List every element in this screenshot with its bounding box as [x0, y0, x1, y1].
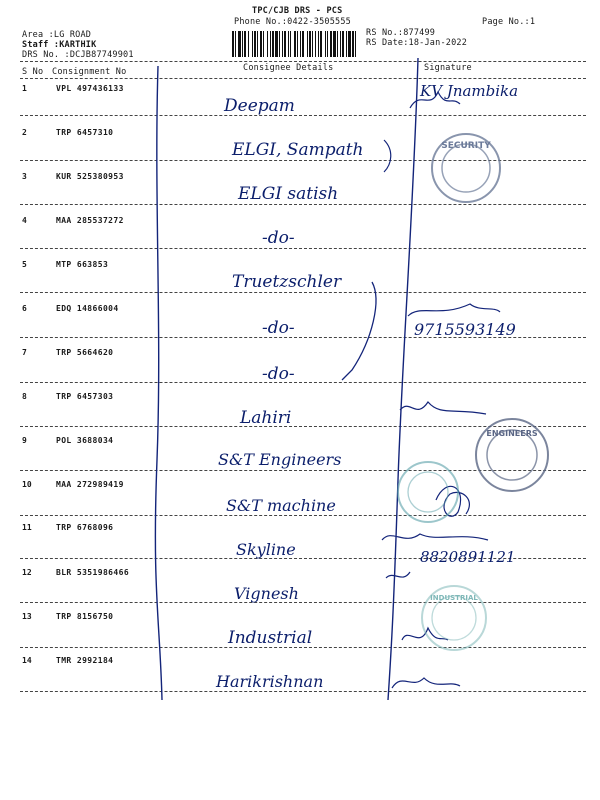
rs-number: RS No.:877499 — [366, 28, 436, 38]
col-consignee: Consignee Details — [243, 63, 334, 73]
industrial-stamp — [422, 586, 486, 650]
row-sno: 5 — [22, 260, 27, 269]
row-consignee: -do- — [262, 364, 295, 384]
row-consignment: TRP 6457310 — [56, 128, 114, 137]
signature-scribble — [392, 678, 460, 688]
column-line-right — [388, 58, 418, 700]
row-sno: 12 — [22, 568, 32, 577]
row-consignee: Truetzschler — [232, 272, 342, 292]
svg-text:ENGINEERS: ENGINEERS — [486, 429, 538, 438]
row-sno: 1 — [22, 84, 27, 93]
row-consignment: EDQ 14866004 — [56, 304, 119, 313]
row-consignment: TRP 6457303 — [56, 392, 114, 401]
column-line-left — [155, 66, 162, 700]
row-consignee: -do- — [262, 228, 295, 248]
row-consignee: Harikrishnan — [216, 672, 324, 691]
row-consignment: MAA 272989419 — [56, 480, 124, 489]
row-sno: 3 — [22, 172, 27, 181]
row-sno: 7 — [22, 348, 27, 357]
row-consignee: Deepam — [224, 96, 295, 116]
signature-scribble — [408, 304, 500, 316]
row-consignee: Skyline — [236, 540, 296, 559]
page-number: Page No.:1 — [482, 17, 536, 27]
signature-scribble — [382, 534, 488, 540]
engineers-stamp — [476, 419, 548, 491]
row-consignee: ELGI, Sampath — [232, 140, 364, 160]
phone-number: Phone No.:0422-3505555 — [234, 17, 351, 27]
row-sno: 10 — [22, 480, 32, 489]
bracket-mark — [342, 282, 376, 380]
staff-label: Staff :KARTHIK — [22, 40, 97, 50]
row-sno: 9 — [22, 436, 27, 445]
col-sno: S No — [22, 67, 44, 77]
row-signature: KV Jnambika — [420, 82, 519, 100]
row-sno: 13 — [22, 612, 32, 621]
drs-title: TPC/CJB DRS - PCS — [252, 6, 343, 16]
col-signature: Signature — [424, 63, 472, 73]
row-consignment: TRP 6768096 — [56, 523, 114, 532]
row-sno: 11 — [22, 523, 32, 532]
signature-scribble — [410, 92, 460, 108]
svg-text:INDUSTRIAL: INDUSTRIAL — [430, 594, 478, 602]
row-signature: 9715593149 — [414, 320, 516, 339]
row-sno: 4 — [22, 216, 27, 225]
area-label: Area :LG ROAD — [22, 30, 92, 40]
signature-scribble — [436, 486, 469, 516]
row-consignee: S&T Engineers — [218, 450, 342, 469]
security-stamp — [432, 134, 500, 202]
row-signature: 8820891121 — [420, 548, 516, 566]
svg-text:SECURITY: SECURITY — [441, 141, 491, 151]
row-sno: 8 — [22, 392, 27, 401]
row-sno: 6 — [22, 304, 27, 313]
signature-scribble — [400, 402, 486, 414]
row-consignee: Lahiri — [240, 408, 292, 428]
row-consignment: TRP 8156750 — [56, 612, 114, 621]
row-consignment: POL 3688034 — [56, 436, 114, 445]
col-consignment: Consignment No — [52, 67, 127, 77]
row-consignee: Vignesh — [234, 584, 299, 603]
row-consignment: BLR 5351986466 — [56, 568, 130, 577]
row-sno: 14 — [22, 656, 32, 665]
row-consignment: MTP 663853 — [56, 260, 109, 269]
row-consignment: KUR 525380953 — [56, 172, 124, 181]
row-consignment: MAA 285537272 — [56, 216, 124, 225]
row-consignee: ELGI satish — [238, 184, 339, 204]
row-consignment: VPL 497436133 — [56, 84, 124, 93]
rs-date: RS Date:18-Jan-2022 — [366, 38, 468, 48]
row-consignment: TMR 2992184 — [56, 656, 114, 665]
bracket-mark — [384, 140, 391, 172]
row-consignee: -do- — [262, 318, 295, 338]
row-consignee: Industrial — [228, 628, 313, 648]
row-sno: 2 — [22, 128, 27, 137]
row-consignee: S&T machine — [226, 496, 336, 515]
row-consignment: TRP 5664620 — [56, 348, 114, 357]
signature-scribble — [386, 572, 410, 578]
drs-number: DRS No. :DCJB87749901 — [22, 50, 134, 60]
machine-stamp — [398, 462, 458, 522]
